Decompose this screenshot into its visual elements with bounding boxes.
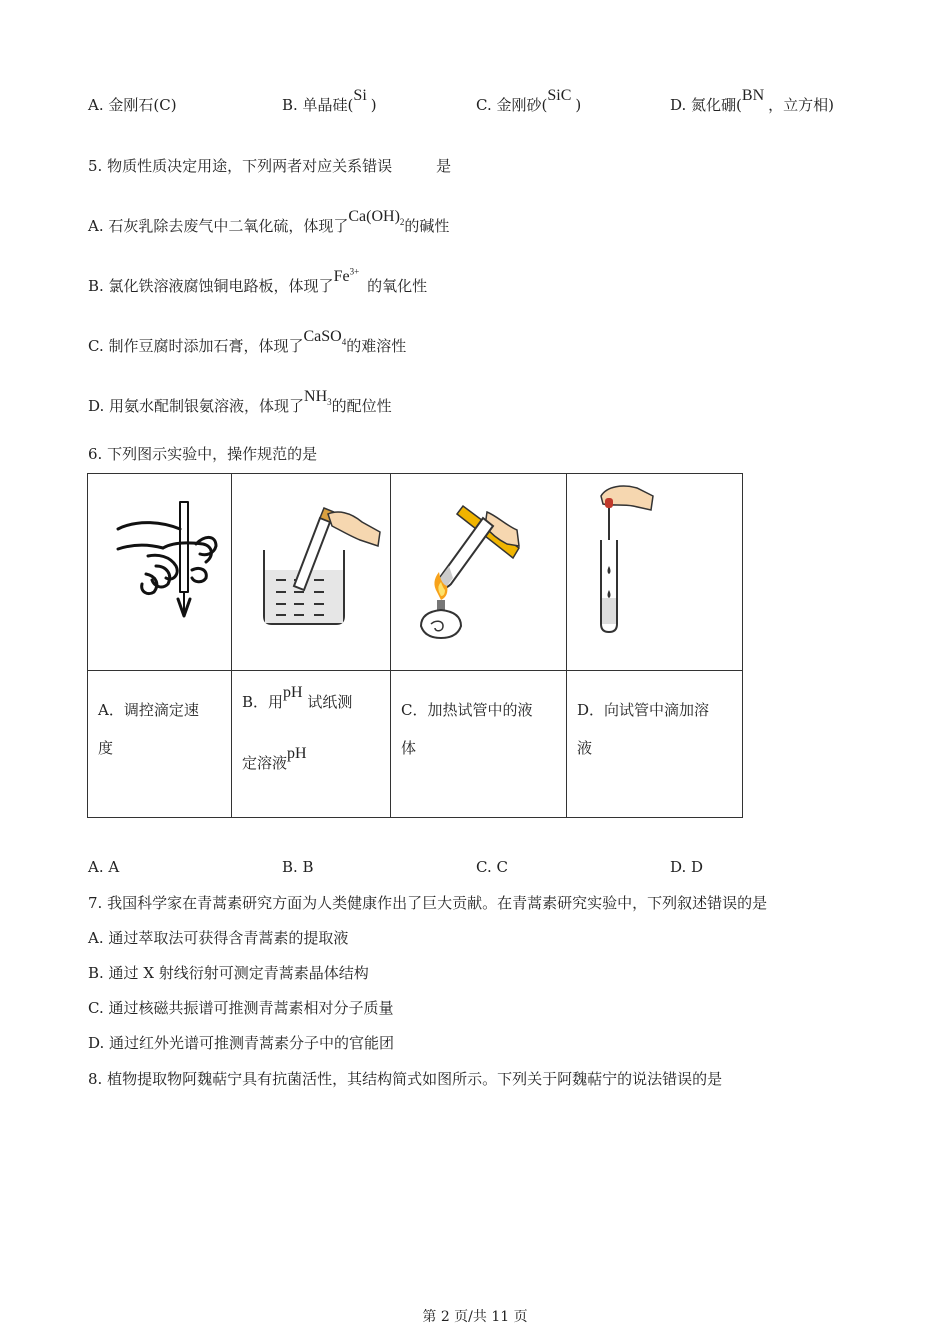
q5-stem-text: 5. 物质性质决定用途，下列两者对应关系错误 [88,157,393,175]
q6-caption-c-line1: C．加热试管中的液 [401,701,533,719]
burette-hand-icon [88,474,231,670]
q4-option-c-suffix: ) [575,96,582,114]
q5-option-d-formula [304,388,332,408]
dropper-testtube-icon [567,474,742,670]
q5-option-c-formula-sub: 4 [341,337,347,348]
alcohol-lamp-testtube-icon [391,474,566,670]
q6-cell-a-image [88,474,232,671]
q5-option-b-suffix: 的氧化性 [367,277,428,295]
q5-option-a-formula-sub: 2 [399,217,405,228]
q6-caption-b-line2: 定溶液 [242,754,288,772]
q4-option-d-suffix: ，立方相) [768,96,834,114]
q6-option-b: B. B [282,858,314,876]
q5-option-b [88,266,428,296]
q5-stem [88,155,451,176]
q6-caption-a-line1: A．调控滴定速 [98,701,199,719]
q6-caption-d-line2: 液 [577,739,593,757]
page-footer: 第 2 页/共 11 页 [422,1309,528,1325]
q6-option-a: A. A [88,858,120,876]
q6-cell-d-image [567,474,743,671]
q5-option-c [88,328,407,357]
q6-caption-b-formula2: pH [287,745,307,762]
q6-figure-table [87,473,743,818]
q6-caption-b-post: 试纸测 [307,693,353,711]
q7-option-a: A. 通过萃取法可获得含青蒿素的提取液 [88,929,349,947]
q5-option-c-suffix: 的难溶性 [346,337,407,355]
q6-cell-b-image [232,474,391,671]
q4-option-d-formula: BN [741,87,765,104]
q6-caption-c-line2: 体 [401,739,417,757]
q6-caption-b [232,671,391,818]
q7-option-b: B. 通过 X 射线衍射可测定青蒿素晶体结构 [88,964,369,982]
q6-stem: 6. 下列图示实验中，操作规范的是 [88,445,318,463]
q8-stem: 8. 植物提取物阿魏萜宁具有抗菌活性，其结构简式如图所示。下列关于阿魏萜宁的说法错误的是 [88,1070,723,1088]
q5-stem-end: 是 [436,157,452,175]
q5-option-c-formula [303,328,347,348]
q6-cell-c-image [391,474,567,671]
q5-option-a-suffix: 的碱性 [404,217,450,235]
q5-option-d-suffix: 的配位性 [331,397,392,415]
q6-caption-a [88,671,232,818]
q5-option-d-formula-main: NH [304,388,328,405]
q5-option-b-formula-main: Fe [333,268,350,285]
q4-option-b-suffix: ) [370,96,377,114]
q5-option-c-formula-main: CaSO [303,328,342,345]
q5-option-b-prefix: B. 氯化铁溶液腐蚀铜电路板，体现了 [88,277,334,295]
q5-option-d [88,388,392,417]
q5-option-d-prefix: D. 用氨水配制银氨溶液，体现了 [88,397,305,415]
q4-option-c-formula: SiC [547,87,572,104]
q6-caption-c [391,671,567,818]
q6-caption-d [567,671,743,818]
q6-option-d: D. D [670,858,704,876]
q5-option-b-formula [334,268,360,285]
q5-option-d-formula-sub: 3 [327,397,332,408]
q4-option-b [282,87,377,115]
q5-option-a-prefix: A. 石灰乳除去废气中二氧化硫，体现了 [88,217,349,235]
q6-caption-d-line1: D．向试管中滴加溶 [577,701,710,719]
q6-caption-a-line2: 度 [98,739,114,757]
q5-option-a [88,208,450,237]
q4-option-b-formula: Si [353,87,367,104]
beaker-glassrod-icon [232,474,390,670]
q7-stem: 7. 我国科学家在青蒿素研究方面为人类健康作出了巨大贡献。在青蒿素研究实验中，下列叙述错误的是 [88,894,768,912]
q5-option-a-formula-main: Ca(OH) [348,208,400,225]
q4-option-c-prefix: C. 金刚砂( [476,96,548,114]
q5-option-b-formula-sup: 3+ [349,266,360,277]
q5-option-a-formula [348,208,405,228]
q6-option-c: C. C [476,858,508,876]
q4-option-b-prefix: B. 单晶硅( [282,96,354,114]
q4-option-a: A. 金刚石(C) [88,96,177,114]
q4-option-c [476,87,582,115]
q4-option-d [670,87,834,115]
q6-caption-b-pre: B．用 [242,693,284,711]
q5-option-c-prefix: C. 制作豆腐时添加石膏，体现了 [88,337,304,355]
q6-caption-b-formula1: pH [283,684,303,701]
q7-option-d: D. 通过红外光谱可推测青蒿素分子中的官能团 [88,1034,395,1052]
q4-option-d-prefix: D. 氮化硼( [670,96,742,114]
q7-option-c: C. 通过核磁共振谱可推测青蒿素相对分子质量 [88,999,394,1017]
